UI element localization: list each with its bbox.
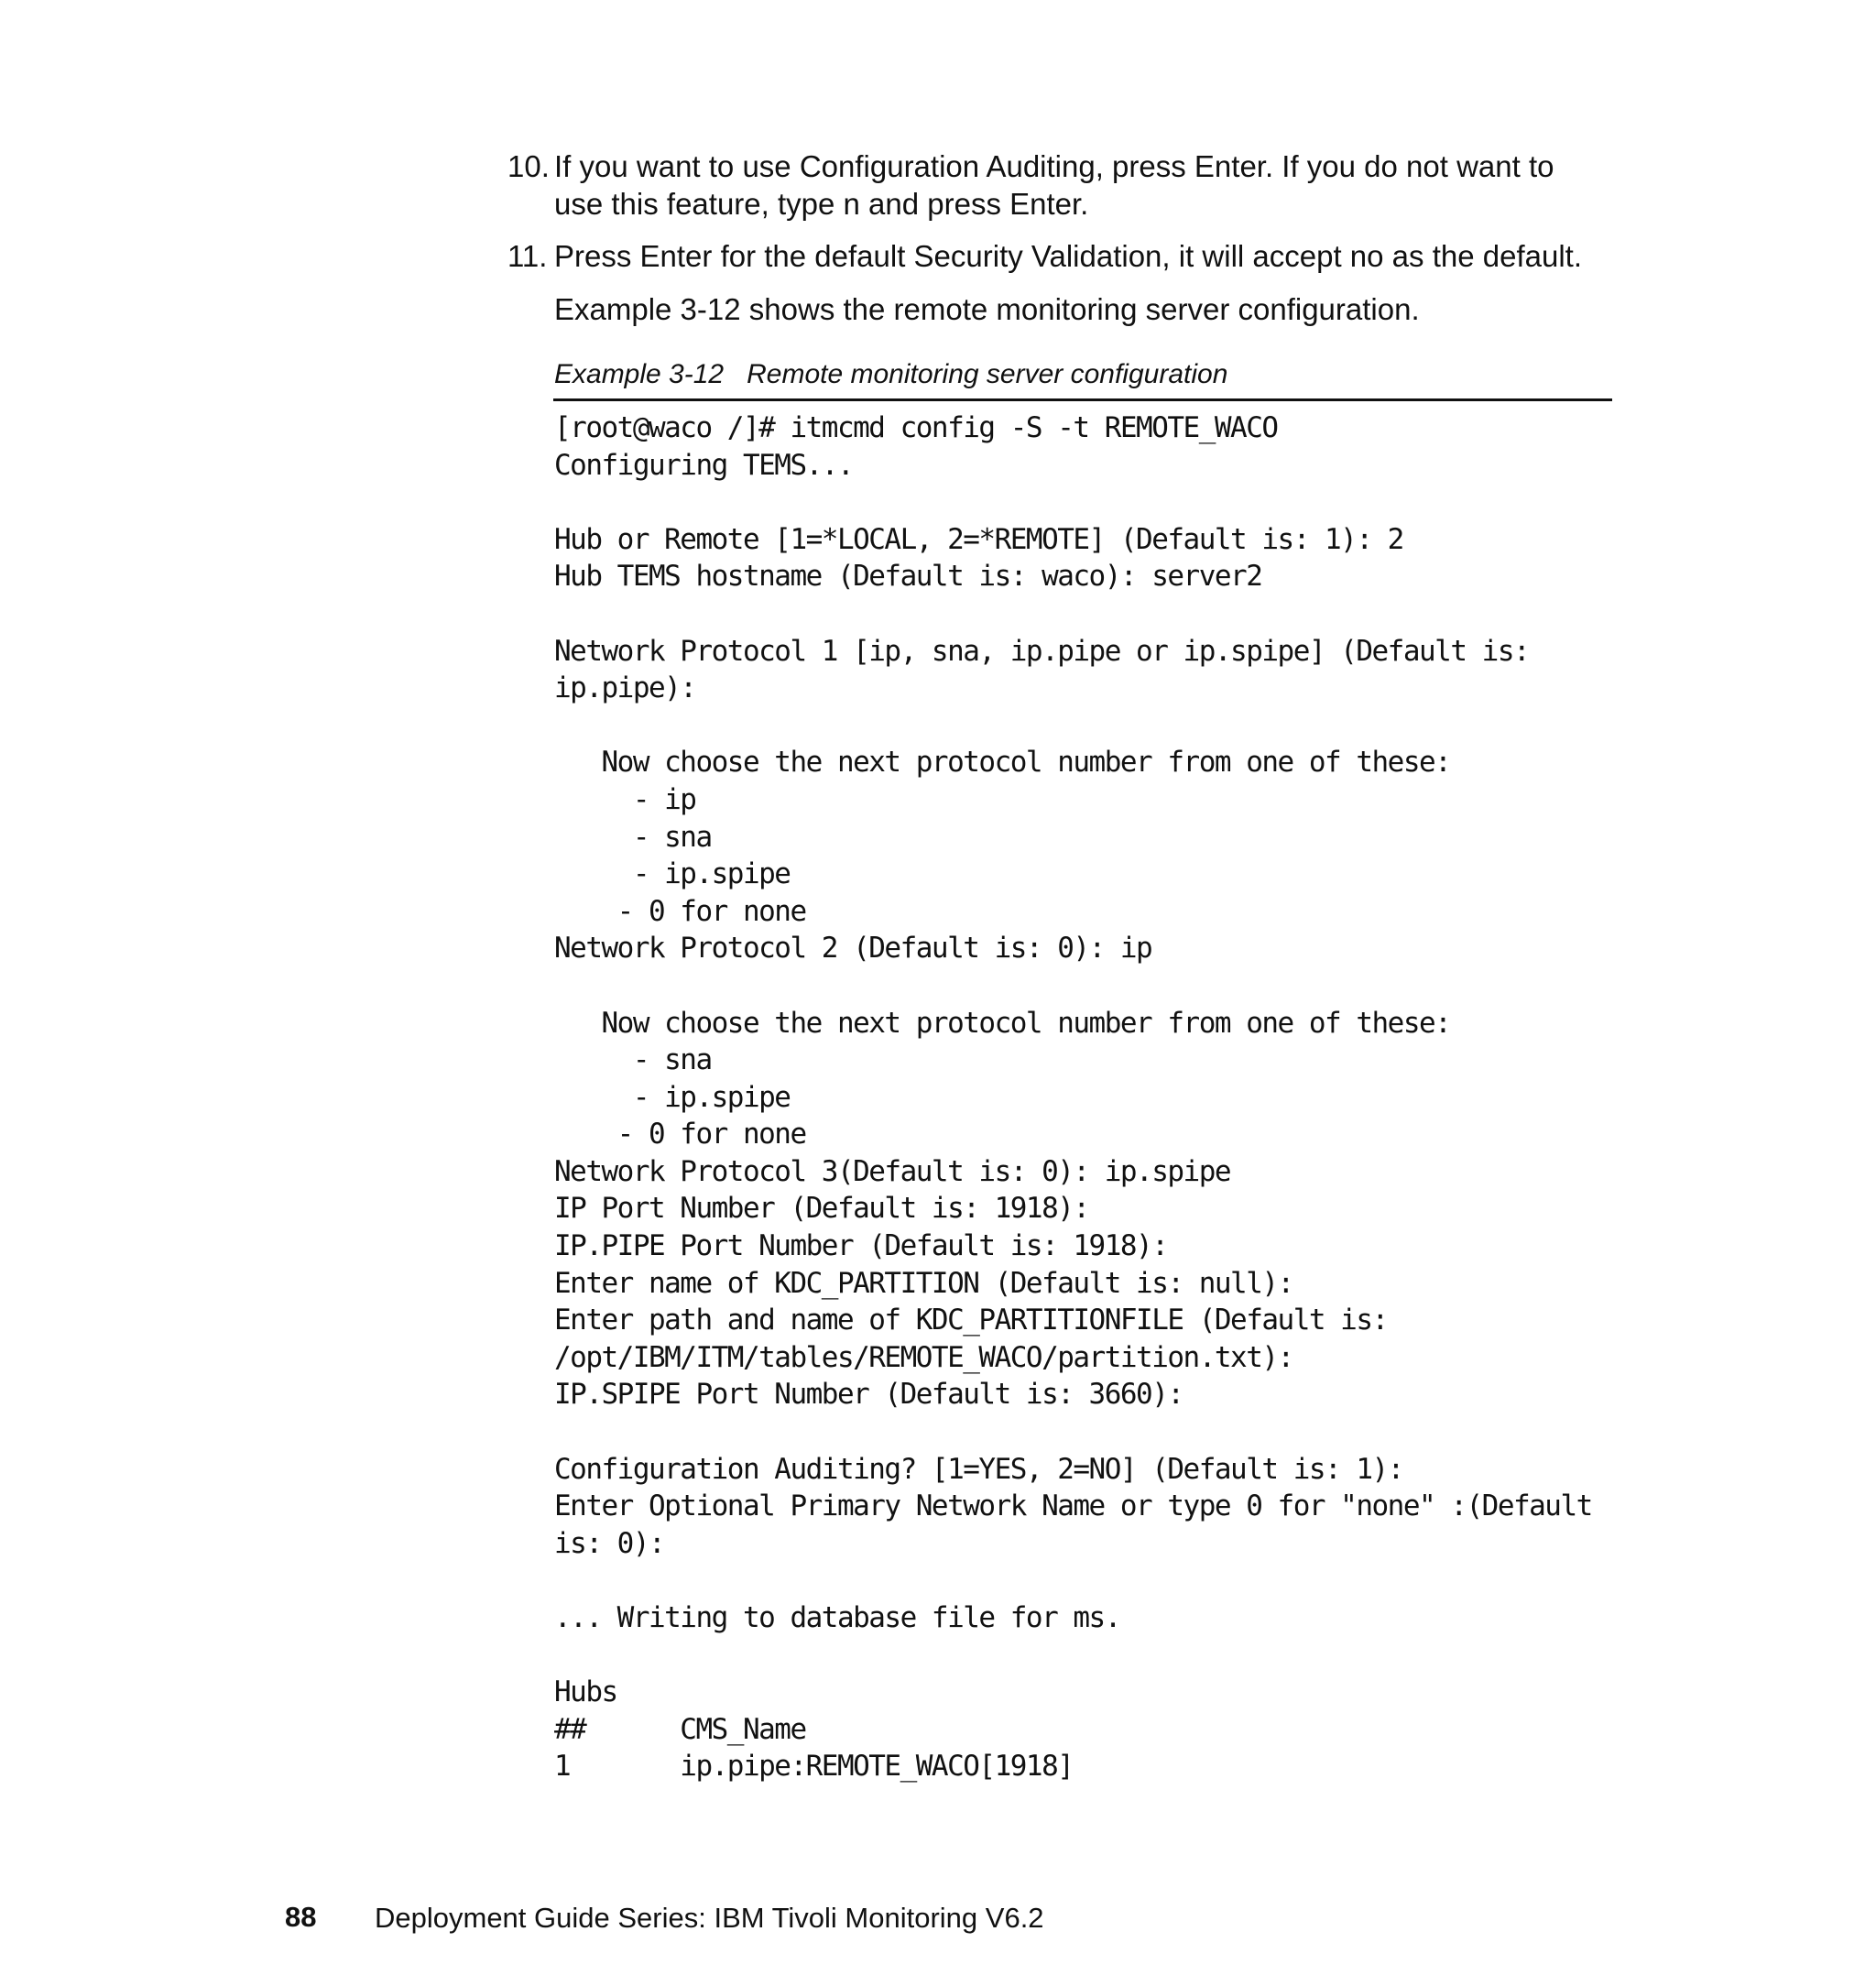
example-caption [554, 357, 1227, 392]
code-line: ... Writing to database file for ms. [554, 1601, 1120, 1634]
code-line: Network Protocol 1 [ip, sna, ip.pipe or ip.spipe] (Default is: [554, 634, 1530, 668]
code-listing [554, 409, 1592, 1785]
footer-title: Deployment Guide Series: IBM Tivoli Monitoring V6.2 [375, 1902, 1044, 1934]
code-line: - sna [554, 820, 712, 854]
code-line: - sna [554, 1043, 712, 1077]
code-line: IP.SPIPE Port Number (Default is: 3660): [554, 1378, 1183, 1412]
code-line: 1 ip.pipe:REMOTE_WACO[1918] [554, 1750, 1074, 1784]
code-line [554, 1562, 1592, 1599]
code-line: Configuration Auditing? [1=YES, 2=NO] (Default is: 1): [554, 1452, 1403, 1486]
intro-paragraph: Example 3-12 shows the remote monitoring server configuration. [554, 292, 1420, 326]
code-line: Now choose the next protocol number from one of these: [554, 1006, 1451, 1040]
code-line [554, 1413, 1592, 1451]
code-line: Enter path and name of KDC_PARTITIONFILE (Default is: [554, 1304, 1388, 1337]
code-line: Hub TEMS hostname (Default is: waco): server2 [554, 560, 1262, 594]
code-line: Network Protocol 3(Default is: 0): ip.spipe [554, 1154, 1231, 1188]
code-line: - 0 for none [554, 1118, 806, 1151]
code-line: ## CMS_Name [554, 1712, 806, 1746]
step-11 [507, 237, 1607, 275]
code-line: Network Protocol 2 (Default is: 0): ip [554, 932, 1152, 966]
step-text: If you want to use Configuration Auditing, press Enter. If you do not want to use this feature, type n and press Enter. [554, 149, 1554, 221]
code-line: Enter name of KDC_PARTITION (Default is: null): [554, 1266, 1293, 1300]
code-line: - ip [554, 782, 696, 816]
code-line: ip.pipe): [554, 671, 696, 705]
step-number: 11. [507, 239, 548, 273]
page-number: 88 [285, 1901, 317, 1933]
code-line: - ip.spipe [554, 1080, 791, 1114]
code-line: Hub or Remote [1=*LOCAL, 2=*REMOTE] (Default is: 1): 2 [554, 522, 1403, 556]
code-line: /opt/IBM/ITM/tables/REMOTE_WACO/partition.txt): [554, 1340, 1293, 1374]
code-line [554, 484, 1592, 521]
example-label: Example 3-12 [554, 359, 725, 389]
code-line [554, 595, 1592, 633]
example-title: Remote monitoring server configuration [747, 359, 1228, 389]
code-line: Now choose the next protocol number from one of these: [554, 746, 1451, 780]
code-line: Enter Optional Primary Network Name or type 0 for "none" :(Default [554, 1490, 1592, 1523]
code-line: IP Port Number (Default is: 1918): [554, 1192, 1089, 1226]
code-line: is: 0): [554, 1526, 665, 1560]
step-number: 10. [507, 149, 550, 183]
code-line: [root@waco /]# itmcmd config -S -t REMOTE_WACO [554, 411, 1278, 444]
code-line [554, 1637, 1592, 1675]
code-line: - ip.spipe [554, 857, 791, 891]
code-line [554, 967, 1592, 1005]
step-text: Press Enter for the default Security Validation, it will accept no as the default. [554, 239, 1582, 273]
code-line: - 0 for none [554, 894, 806, 928]
code-line [554, 707, 1592, 745]
code-line: IP.PIPE Port Number (Default is: 1918): [554, 1229, 1168, 1263]
code-line: Hubs [554, 1675, 617, 1709]
step-10 [507, 147, 1607, 223]
code-line: Configuring TEMS... [554, 448, 854, 482]
caption-rule [553, 398, 1612, 401]
